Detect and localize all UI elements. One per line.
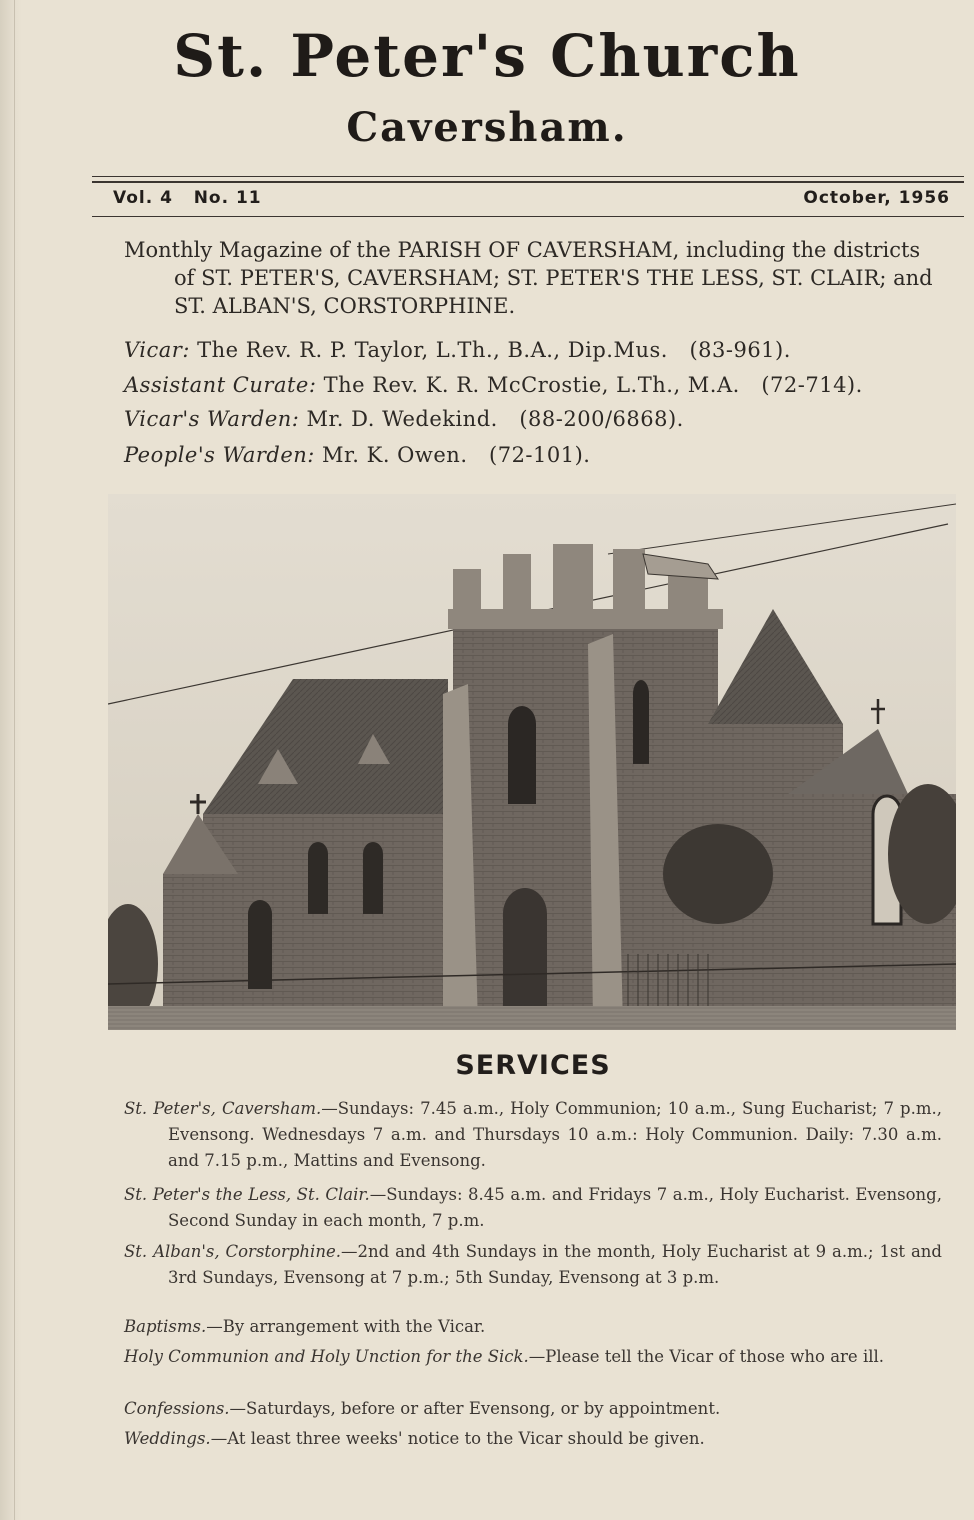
service-st-peters-caversham: [124, 1096, 942, 1174]
service-st-albans: [124, 1239, 942, 1291]
officer-vicars-warden: [124, 407, 684, 431]
service-text: —2nd and 4th Sundays in the month, Holy Eucharist at 9 a.m.; 1st and 3rd Sundays, Evensong at 7 p.m.; 5th Sunday, Evensong at 3 p.m.: [168, 1242, 942, 1287]
church-illustration: [108, 494, 956, 1030]
masthead-rule-thin: [92, 176, 964, 177]
service-lead: St. Peter's, Caversham.: [124, 1099, 322, 1118]
officer-role: Assistant Curate:: [124, 373, 317, 397]
masthead-title: St. Peter's Church: [173, 22, 801, 90]
service-lead: Confessions.: [124, 1399, 230, 1418]
service-baptisms: [124, 1314, 942, 1340]
issue-rule: [92, 216, 964, 217]
officer-role: Vicar:: [124, 338, 190, 362]
officer-detail: The Rev. K. R. McCrostie, L.Th., M.A. (72-714).: [323, 373, 863, 397]
masthead-rule-thick: [92, 181, 964, 183]
officer-role: Vicar's Warden:: [124, 407, 300, 431]
officer-assistant-curate: [124, 373, 863, 397]
service-lead: Holy Communion and Holy Unction for the Sick.: [124, 1347, 529, 1366]
officer-detail: Mr. D. Wedekind. (88-200/6868).: [306, 407, 684, 431]
officer-vicar: [124, 338, 791, 362]
service-text: —Please tell the Vicar of those who are ill.: [528, 1347, 885, 1366]
service-lead: St. Alban's, Corstorphine.: [124, 1242, 341, 1261]
officer-detail: The Rev. R. P. Taylor, L.Th., B.A., Dip.Mus. (83-961).: [197, 338, 791, 362]
church-photograph: [108, 494, 956, 1030]
service-text: —Sundays: 8.45 a.m. and Fridays 7 a.m., Holy Eucharist. Evensong, Second Sunday in each month, 7 p.m.: [168, 1185, 942, 1230]
service-sick-communion: [124, 1344, 942, 1370]
service-text: —Saturdays, before or after Evensong, or by appointment.: [229, 1399, 721, 1418]
intro-block: [124, 236, 944, 320]
service-lead: St. Peter's the Less, St. Clair.: [124, 1185, 370, 1204]
service-lead: Baptisms.: [124, 1317, 207, 1336]
service-text: —At least three weeks' notice to the Vicar should be given.: [210, 1429, 705, 1448]
services-heading: SERVICES: [455, 1050, 611, 1081]
service-lead: Weddings.: [124, 1429, 211, 1448]
service-weddings: [124, 1426, 942, 1452]
issue-volume: Vol. 4 No. 11: [113, 188, 262, 208]
service-text: —By arrangement with the Vicar.: [206, 1317, 486, 1336]
service-text: —Sundays: 7.45 a.m., Holy Communion; 10 a.m., Sung Eucharist; 7 p.m., Evensong. Wednesdays 7 a.m. and Thursdays 10 a.m.: Holy Communion. Daily: 7.30 a.m. and 7.15 p.m., Mattins and Evensong.: [168, 1099, 942, 1170]
masthead-subtitle: Caversham.: [346, 104, 628, 151]
service-confessions: [124, 1396, 942, 1422]
officer-role: People's Warden:: [124, 443, 315, 467]
officer-peoples-warden: [124, 443, 590, 467]
intro-text: Monthly Magazine of the PARISH OF CAVERSHAM, including the districts of ST. PETER'S, CAVERSHAM; ST. PETER'S THE LESS, ST. CLAIR; and ST. ALBAN'S, CORSTORPHINE.: [124, 238, 933, 318]
binding-line: [14, 0, 15, 1520]
page-binding-edge: [0, 0, 22, 1520]
officer-detail: Mr. K. Owen. (72-101).: [322, 443, 591, 467]
issue-date: October, 1956: [803, 188, 950, 208]
service-st-peters-the-less: [124, 1182, 942, 1234]
